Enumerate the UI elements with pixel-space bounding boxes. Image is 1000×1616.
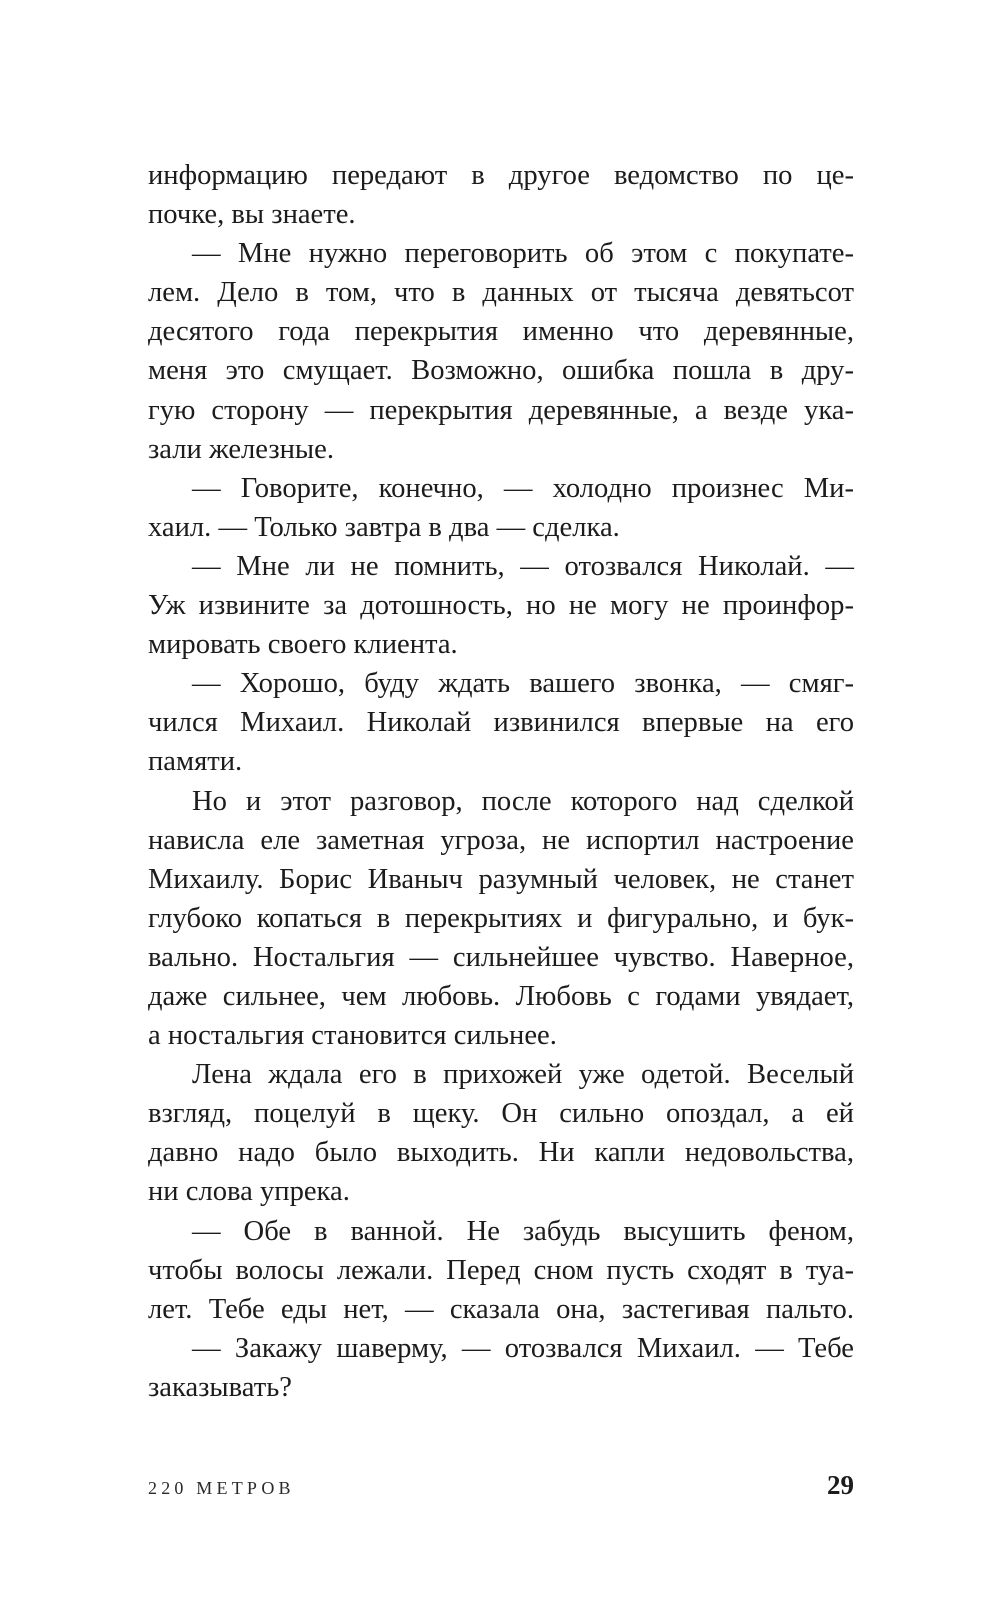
text-line: — Закажу шаверму, — отозвался Михаил. — Тебе bbox=[192, 1332, 854, 1364]
text-line: — Мне ли не помнить, — отозвался Николай. — bbox=[192, 550, 854, 582]
text-line: давно надо было выходить. Ни капли недовольства, bbox=[148, 1137, 854, 1169]
text-line: меня это смущает. Возможно, ошибка пошла в дру- bbox=[148, 355, 854, 387]
text-line: чился Михаил. Николай извинился впервые на его bbox=[148, 707, 854, 739]
text-line: — Мне нужно переговорить об этом с покупате- bbox=[192, 238, 854, 270]
text-line: десятого года перекрытия именно что деревянные, bbox=[148, 316, 854, 348]
text-line: Михаилу. Борис Иваныч разумный человек, не станет bbox=[148, 863, 854, 895]
text-line: вально. Ностальгия — сильнейшее чувство. Наверное, bbox=[148, 941, 854, 973]
text-line: лем. Дело в том, что в данных от тысяча девятьсот bbox=[148, 277, 854, 309]
text-line: лет. Тебе еды нет, — сказала она, застегивая пальто. bbox=[148, 1293, 854, 1325]
running-footer-title: 220 МЕТРОВ bbox=[148, 1478, 295, 1498]
page-number: 29 bbox=[827, 1470, 854, 1500]
text-line: — Хорошо, буду ждать вашего звонка, — смяг- bbox=[192, 668, 854, 700]
text-line: информацию передают в другое ведомство по це- bbox=[148, 160, 854, 191]
text-line: мировать своего клиента. bbox=[148, 629, 458, 661]
text-line: глубоко копаться в перекрытиях и фигурально, и бук- bbox=[148, 902, 854, 934]
text-line: почке, вы знаете. bbox=[148, 199, 356, 231]
text-line: а ностальгия становится сильнее. bbox=[148, 1020, 557, 1052]
text-line: — Говорите, конечно, — холодно произнес Ми- bbox=[192, 472, 854, 504]
text-line: Уж извините за дотошность, но не могу не проинфор- bbox=[148, 590, 854, 622]
text-line: Но и этот разговор, после которого над сделкой bbox=[192, 785, 854, 817]
text-line: гую сторону — перекрытия деревянные, а везде ука- bbox=[148, 394, 854, 426]
text-line: Лена ждала его в прихожей уже одетой. Веселый bbox=[192, 1059, 854, 1091]
text-line: взгляд, поцелуй в щеку. Он сильно опоздал, а ей bbox=[148, 1098, 854, 1130]
text-line: нависла еле заметная угроза, не испортил настроение bbox=[148, 824, 854, 856]
text-line: даже сильнее, чем любовь. Любовь с годами увядает, bbox=[148, 980, 854, 1012]
body-text bbox=[148, 156, 854, 1407]
text-line: памяти. bbox=[148, 746, 243, 778]
text-line: заказывать? bbox=[148, 1371, 292, 1403]
text-line: чтобы волосы лежали. Перед сном пусть сходят в туа- bbox=[148, 1254, 854, 1286]
text-line: зали железные. bbox=[148, 433, 334, 465]
text-line: ни слова упрека. bbox=[148, 1176, 350, 1208]
text-line: — Обе в ванной. Не забудь высушить феном, bbox=[192, 1215, 854, 1247]
text-line: хаил. — Только завтра в два — сделка. bbox=[148, 511, 620, 543]
